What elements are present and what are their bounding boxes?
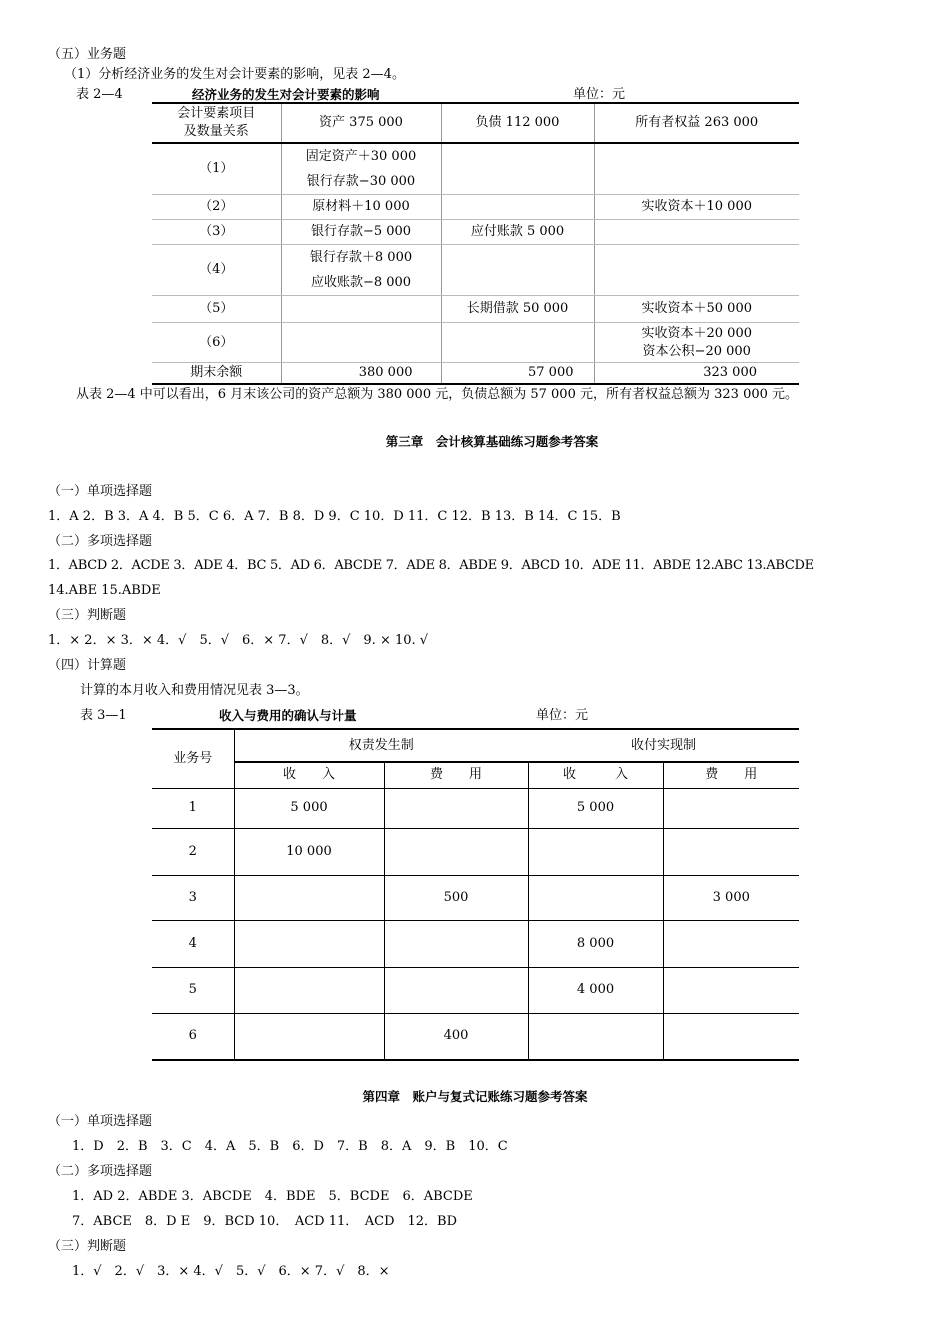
row-assets	[281, 323, 441, 363]
header-acc-income: 收 入	[234, 762, 384, 788]
cell-cash-expense	[663, 920, 799, 967]
header-equity: 所有者权益 263 000	[594, 103, 799, 143]
cell-cash-expense: 3 000	[663, 875, 799, 920]
cell-cash-income: 8 000	[528, 920, 663, 967]
ch4-single-heading: （一）单项选择题	[48, 1114, 153, 1129]
row-equity	[594, 143, 799, 195]
ch4-judge-answers: 1．√ 2．√ 3．× 4．√ 5．√ 6．× 7．√ 8．×	[72, 1264, 390, 1279]
ch3-multi-answers-2: 14.ABE 15.ABDE	[48, 583, 161, 598]
cell-acc-expense	[384, 967, 528, 1013]
row-liabilities	[441, 296, 594, 323]
cell-no: 3	[152, 875, 234, 920]
chapter3-title: 第三章 会计核算基础练习题参考答案	[385, 434, 599, 449]
header-accrual: 权责发生制	[234, 729, 528, 762]
section-intro: （1）分析经济业务的发生对会计要素的影响，见表 2—4。	[64, 67, 405, 82]
table-3-1	[152, 728, 799, 1061]
table-2-4	[152, 102, 799, 385]
ch3-judge-heading: （三）判断题	[48, 608, 127, 623]
table-3-1-title: 收入与费用的确认与计量	[219, 708, 357, 723]
row-liabilities	[441, 323, 594, 363]
cell-acc-expense: 500	[384, 875, 528, 920]
cell-line: 实收资本＋10 000	[641, 199, 752, 214]
row-liabilities	[441, 143, 594, 195]
row-equity	[594, 296, 799, 323]
ch3-calc-intro: 计算的本月收入和费用情况见表 3—3。	[80, 683, 309, 698]
row-number: （5）	[152, 296, 281, 323]
ch4-multi-answers-1: 1．AD 2．ABDE 3．ABCDE 4．BDE 5．BCDE 6．ABCDE	[72, 1189, 473, 1204]
ch4-multi-answers-2: 7．ABCE 8．D E 9．BCD 10． ACD 11． ACD 12．BD	[72, 1214, 458, 1229]
cell-no: 5	[152, 967, 234, 1013]
row-equity	[594, 195, 799, 220]
ending-label: 期末余额	[190, 364, 243, 380]
table-number: 表 2—4	[76, 87, 123, 102]
row-assets	[281, 220, 441, 245]
cell-cash-income	[528, 828, 663, 875]
cell-cash-expense	[663, 967, 799, 1013]
table-row	[152, 828, 799, 875]
chapter4-title: 第四章 账户与复式记账练习题参考答案	[362, 1089, 588, 1104]
row-assets	[281, 195, 441, 220]
table-3-1-body	[152, 788, 799, 1060]
table-unit: 单位：元	[573, 87, 626, 102]
header-acc-expense: 费 用	[384, 762, 528, 788]
cell-no: 4	[152, 920, 234, 967]
cell-cash-income: 5 000	[528, 788, 663, 828]
cell-line: 银行存款＋8 000	[309, 250, 413, 265]
table-row	[152, 220, 799, 245]
ch3-multi-heading: （二）多项选择题	[48, 534, 153, 549]
row-equity	[594, 220, 799, 245]
table-row	[152, 323, 799, 363]
cell-acc-income	[234, 920, 384, 967]
cell-cash-income	[528, 1013, 663, 1060]
cell-no: 2	[152, 828, 234, 875]
conclusion-text: 从表 2—4 中可以看出，6 月末该公司的资产总额为 380 000 元，负债总额为 57 000 元，所有者权益总额为 323 000 元。	[76, 387, 799, 402]
ch4-single-answers: 1．D 2．B 3．C 4．A 5．B 6．D 7．B 8．A 9．B 10．C	[72, 1139, 508, 1154]
header-liabilities: 负债 112 000	[441, 103, 594, 143]
cell-line: 资本公积−20 000	[642, 343, 751, 359]
row-liabilities	[441, 195, 594, 220]
cell-cash-expense	[663, 788, 799, 828]
row-equity	[594, 323, 799, 363]
header-cash-expense: 费 用	[663, 762, 799, 788]
ch3-single-answers: 1．A 2．B 3．A 4．B 5．C 6．A 7．B 8．D 9．C 10．D 11．C 12．B 13．B 14．C 15．B	[48, 509, 621, 524]
cell-acc-income: 5 000	[234, 788, 384, 828]
cell-acc-expense	[384, 920, 528, 967]
ending-balance-row	[152, 363, 799, 384]
table-row	[152, 143, 799, 195]
cell-cash-income: 4 000	[528, 967, 663, 1013]
ending-liabilities: 57 000	[441, 363, 594, 384]
ch3-judge-answers: 1．× 2．× 3．× 4．√ 5．√ 6．× 7．√ 8．√ 9. × 10. √	[48, 633, 429, 648]
row-number: （2）	[152, 195, 281, 220]
table-row	[152, 296, 799, 323]
cell-line: 应收账款−8 000	[310, 275, 412, 290]
ch3-multi-answers-1: 1．ABCD 2．ACDE 3．ADE 4．BC 5．AD 6．ABCDE 7．ADE 8．ABDE 9．ABCD 10．ADE 11．ABDE 12.ABC 13.ABCDE	[48, 558, 814, 573]
header-assets: 资产 375 000	[281, 103, 441, 143]
cell-acc-expense	[384, 828, 528, 875]
header-item: 会计要素项目 及数量关系	[152, 103, 281, 143]
table-3-1-number: 表 3—1	[80, 708, 127, 723]
cell-line: 长期借款 50 000	[466, 301, 569, 316]
ch3-calc-heading: （四）计算题	[48, 658, 127, 673]
table-2-4-body	[152, 143, 799, 363]
table-row	[152, 245, 799, 296]
ending-equity: 323 000	[594, 363, 799, 384]
row-assets	[281, 245, 441, 296]
cell-line: 原材料＋10 000	[312, 199, 410, 214]
cell-cash-expense	[663, 828, 799, 875]
cell-acc-expense: 400	[384, 1013, 528, 1060]
row-number: （1）	[152, 143, 281, 195]
row-number: （4）	[152, 245, 281, 296]
table-row	[152, 195, 799, 220]
table-row	[152, 788, 799, 828]
section-heading: （五）业务题	[48, 47, 127, 62]
row-liabilities	[441, 245, 594, 296]
header-cash-income: 收 入	[528, 762, 663, 788]
cell-line: 实收资本＋50 000	[641, 301, 752, 316]
table-row	[152, 1013, 799, 1060]
row-assets	[281, 143, 441, 195]
table-3-1-unit: 单位：元	[536, 708, 589, 723]
cell-acc-income	[234, 967, 384, 1013]
cell-line: 银行存款−30 000	[306, 174, 416, 189]
cell-no: 6	[188, 1028, 197, 1044]
row-number: （3）	[152, 220, 281, 245]
row-equity	[594, 245, 799, 296]
ch4-multi-heading: （二）多项选择题	[48, 1164, 153, 1179]
header-cash: 收付实现制	[528, 729, 799, 762]
table-title: 经济业务的发生对会计要素的影响	[192, 87, 380, 102]
cell-acc-income: 10 000	[234, 828, 384, 875]
row-liabilities	[441, 220, 594, 245]
cell-line: 固定资产＋30 000	[305, 149, 417, 164]
ending-assets: 380 000	[281, 363, 441, 384]
header-biz-no: 业务号	[152, 729, 234, 788]
table-row	[152, 920, 799, 967]
ch4-judge-heading: （三）判断题	[48, 1239, 127, 1254]
cell-acc-income	[234, 1013, 384, 1060]
cell-acc-expense	[384, 788, 528, 828]
row-number: （6）	[152, 323, 281, 363]
cell-line: 应付账款 5 000	[470, 224, 565, 239]
cell-line: 实收资本＋20 000	[641, 325, 752, 341]
cell-cash-income	[528, 875, 663, 920]
row-assets	[281, 296, 441, 323]
table-row	[152, 967, 799, 1013]
ch3-single-heading: （一）单项选择题	[48, 484, 153, 499]
cell-cash-expense	[663, 1013, 799, 1060]
cell-line: 银行存款−5 000	[310, 224, 412, 239]
table-row	[152, 875, 799, 920]
cell-acc-income	[234, 875, 384, 920]
cell-no: 1	[152, 788, 234, 828]
